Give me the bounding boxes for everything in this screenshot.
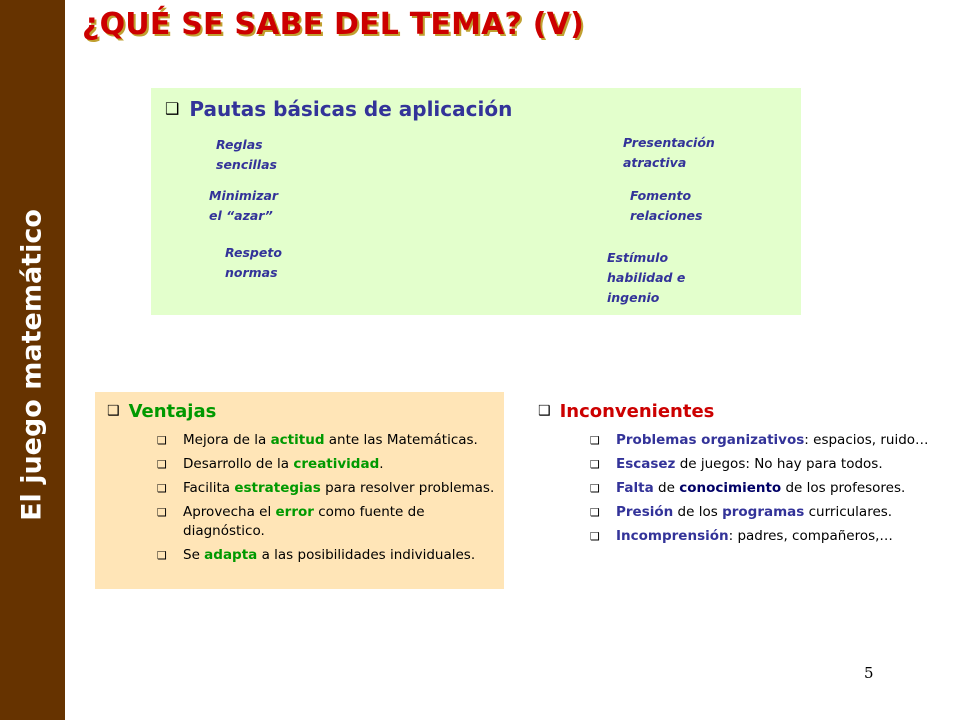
checkbox-bullet-icon: ❑: [538, 403, 551, 419]
inconvenientes-heading-text: Inconvenientes: [559, 401, 715, 422]
list-item: ❑ Incomprensión: padres, compañeros,…: [590, 528, 893, 544]
pauta-item: Respeto normas: [225, 245, 282, 280]
pautas-heading-text: Pautas básicas de aplicación: [189, 97, 513, 121]
list-item: ❑ Desarrollo de la creatividad.: [157, 456, 384, 472]
checkbox-bullet-icon: ❑: [157, 506, 167, 519]
page-number: 5: [864, 664, 874, 682]
inconvenientes-heading: [538, 401, 714, 422]
checkbox-bullet-icon: ❑: [157, 482, 167, 495]
list-item: ❑ Problemas organizativos: espacios, ruido…: [590, 432, 929, 448]
slide-title: ¿QUÉ SE SABE DEL TEMA? (V): [82, 7, 585, 42]
pautas-heading: [165, 97, 512, 121]
checkbox-bullet-icon: ❑: [590, 482, 600, 495]
list-item: ❑ Mejora de la actitud ante las Matemáticas.: [157, 432, 478, 448]
pauta-item: Minimizar el “azar”: [209, 188, 279, 223]
checkbox-bullet-icon: ❑: [590, 506, 600, 519]
list-item: ❑ Presión de los programas curriculares.: [590, 504, 893, 520]
list-item: ❑ Aprovecha el error como fuente de diagnóstico.: [157, 504, 425, 539]
ventajas-box: [95, 392, 504, 589]
pauta-item: Fomento relaciones: [630, 188, 703, 223]
checkbox-bullet-icon: ❑: [590, 530, 600, 543]
sidebar: [0, 0, 65, 720]
checkbox-bullet-icon: ❑: [107, 403, 120, 419]
ventajas-heading-text: Ventajas: [128, 401, 217, 422]
pauta-item: Reglas sencillas: [216, 137, 277, 172]
pauta-item: Estímulo habilidad e ingenio: [607, 250, 686, 305]
list-item: ❑ Se adapta a las posibilidades individuales.: [157, 547, 476, 563]
checkbox-bullet-icon: ❑: [590, 458, 600, 471]
checkbox-bullet-icon: ❑: [157, 458, 167, 471]
list-item: ❑ Facilita estrategias para resolver problemas.: [157, 480, 495, 496]
ventajas-list: [157, 431, 497, 570]
pautas-box: [151, 88, 801, 315]
ventajas-heading: [107, 401, 216, 422]
checkbox-bullet-icon: ❑: [157, 549, 167, 562]
checkbox-bullet-icon: ❑: [165, 99, 180, 118]
checkbox-bullet-icon: ❑: [590, 434, 600, 447]
pauta-item: Presentación atractiva: [623, 135, 715, 170]
side-title: El juego matemático: [16, 209, 48, 521]
inconvenientes-list: [590, 431, 930, 551]
checkbox-bullet-icon: ❑: [157, 434, 167, 447]
list-item: ❑ Escasez de juegos: No hay para todos.: [590, 456, 883, 472]
list-item: ❑ Falta de conocimiento de los profesores.: [590, 480, 906, 496]
